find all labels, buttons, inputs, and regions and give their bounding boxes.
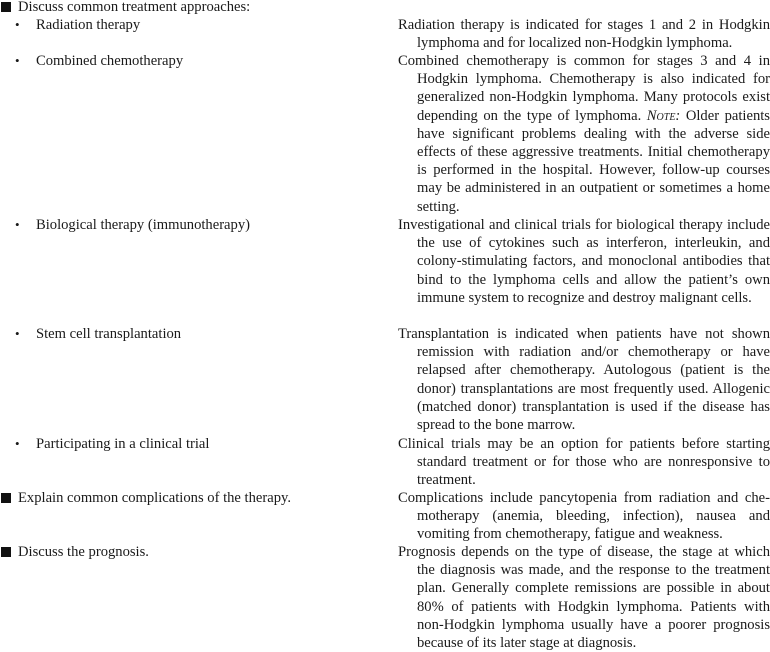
- section-heading: Discuss the prognosis.: [18, 544, 149, 560]
- description-text: Complications include pancytopenia from radiation and chemotherapy (anemia, bleeding, infection), nausea and vomiting from chemotherapy, fatigue and weakness.: [398, 490, 770, 543]
- description-text: [398, 52, 770, 216]
- description-text: Transplantation is indicated when patients have not shown remission with radiation and/or chemotherapy or have relapsed after chemotherapy. Autologous (patient is the donor) transplantations are most frequently used. Allogenic (matched donor) transplantation is used if the disease has spread to the bone marrow.: [398, 326, 770, 434]
- description-text-part: Older patients have significant problems dealing with the adverse side effects of these aggressive treatments. Initial chemotherapy is performed in the hospital. However, follow-up courses may be administered in an outpatient or sometimes a home setting.: [417, 107, 770, 215]
- treatment-label: Radiation therapy: [36, 17, 141, 33]
- complications-description: [398, 489, 770, 544]
- description-text-part: Combined chemotherapy is common for stages 3 and 4 in Hodgkin lymphoma. Chemotherapy is also indicated for generalized non-Hodgkin lymphoma. Many protocols exist depending on the type of lymphoma.: [398, 53, 770, 124]
- description-text: Investigational and clinical trials for biological therapy include the use of cytokines such as interferon, interleukin, and colony-stimulating factors, and monoclonal antibodies that bind to the lymphoma cells and allow the patient’s own immune system to recognize and destroy malignant cells.: [398, 217, 770, 306]
- treatment-label: Combined chemotherapy: [36, 53, 184, 69]
- note-label: Note:: [646, 107, 681, 124]
- description-text: Clinical trials may be an option for patients before starting standard treatment or for those who are nonresponsive to treatment.: [398, 436, 770, 489]
- treatment-label: Biological therapy (immunotherapy): [36, 217, 250, 233]
- bullet-dot-icon: •: [15, 326, 20, 341]
- bullet-dot-icon: •: [15, 217, 20, 232]
- section-heading: Discuss common treatment approaches:: [18, 0, 251, 15]
- section-heading: Explain common complications of the therapy.: [18, 490, 292, 506]
- treatment-description: [398, 52, 770, 216]
- bullet-dot-icon: •: [15, 17, 20, 32]
- description-text: Prognosis depends on the type of disease, the stage at which the diagnosis was made, and the response to the treatment plan. Generally complete remissions are possible in about 80% of patients with Hodgkin lymphoma. Patients with non-Hodgkin lymphoma usually have a poorer prognosis because of its later stage at diagnosis.: [398, 544, 770, 652]
- treatment-label: Participating in a clinical trial: [36, 436, 210, 452]
- description-text: Radiation therapy is indicated for stages 1 and 2 in Hodgkin lymphoma and for localized non-Hodgkin lymphoma.: [398, 17, 770, 52]
- bullet-dot-icon: •: [15, 436, 20, 451]
- treatment-label: Stem cell transplantation: [36, 326, 182, 342]
- treatment-description: [398, 216, 770, 307]
- bullet-dot-icon: •: [15, 53, 20, 68]
- treatment-description: [398, 16, 770, 52]
- treatment-description: [398, 325, 770, 434]
- prognosis-description: [398, 543, 770, 652]
- treatment-description: [398, 435, 770, 490]
